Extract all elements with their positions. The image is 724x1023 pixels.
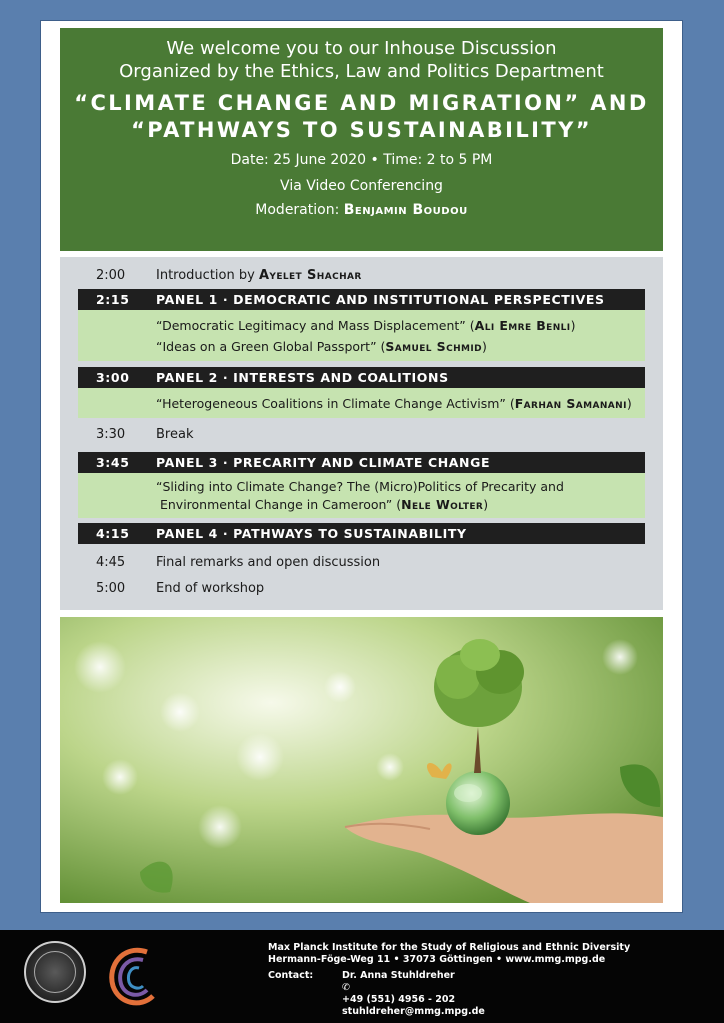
talk-speaker: Ali Emre Benli [474, 318, 571, 333]
schedule-row-final [78, 550, 645, 576]
final-text: Final remarks and open discussion [156, 555, 381, 570]
contact-name: Dr. Anna Stuhldreher [342, 970, 455, 981]
panel-1-header [78, 289, 645, 310]
panel-3-talks [78, 473, 645, 518]
welcome-line-2: Organized by the Ethics, Law and Politics Department [119, 61, 604, 82]
moderator-name: Benjamin Boudou [343, 202, 468, 218]
time-label: 5:00 [96, 581, 126, 596]
date-line: Date: 25 June 2020 • Time: 2 to 5 PM [230, 152, 493, 168]
institute-name: Max Planck Institute for the Study of Religious and Ethnic Diversity [268, 942, 631, 953]
contact-block [268, 970, 630, 1018]
event-title [60, 90, 663, 144]
contact-phone: +49 (551) 4956 - 202 [342, 994, 456, 1005]
panel-3-header [78, 452, 645, 473]
schedule-row-break [78, 422, 645, 448]
contact-email: stuhldreher@mmg.mpg.de [342, 1006, 485, 1017]
program-schedule [60, 257, 663, 610]
talk-title: “Heterogeneous Coalitions in Climate Change Activism” ( [156, 396, 515, 411]
header-banner [60, 28, 663, 251]
title-line-2: “PATHWAYS TO SUSTAINABILITY” [131, 118, 592, 142]
tree-globe-hand-illustration [60, 617, 663, 903]
welcome-text [60, 37, 663, 83]
talk-line: “Sliding into Climate Change? The (Micro)Politics of Precarity and [156, 479, 564, 494]
talk-item: “Ideas on a Green Global Passport” (Samuel Schmid) [156, 339, 487, 354]
schedule-row-end [78, 576, 645, 602]
time-label: 4:45 [96, 555, 126, 570]
footer-bar [0, 930, 724, 1023]
end-text: End of workshop [156, 581, 265, 596]
intro-text [156, 263, 362, 289]
contact-label: Contact: [268, 970, 314, 981]
panel-1-talks [78, 310, 645, 361]
time-label: 4:15 [96, 526, 130, 541]
schedule-row-intro [78, 263, 645, 289]
contact-lines [342, 970, 485, 1018]
time-label: 3:45 [96, 455, 130, 470]
poster-sheet [40, 20, 683, 913]
panel-title: PANEL 3 · PRECARITY AND CLIMATE CHANGE [156, 455, 491, 470]
talk-speaker: Samuel Schmid [385, 339, 482, 354]
event-meta [60, 149, 663, 198]
panel-title: PANEL 4 · PATHWAYS TO SUSTAINABILITY [156, 526, 467, 541]
moderation-label: Moderation: [255, 202, 344, 218]
talk-title: “Democratic Legitimacy and Mass Displacement” ( [156, 318, 475, 333]
talk-line: Environmental Change in Cameroon” (Nele Wolter) [159, 497, 489, 512]
intro-label: Introduction by [156, 268, 259, 283]
panel-2-header [78, 367, 645, 388]
talk-item: “Democratic Legitimacy and Mass Displacement” (Ali Emre Benli) [156, 318, 576, 333]
panel-4-header [78, 523, 645, 544]
time-label: 2:15 [96, 292, 130, 307]
panel-2-talks [78, 388, 645, 418]
time-label: 3:00 [96, 370, 130, 385]
time-label: 3:30 [96, 427, 126, 442]
venue-line: Via Video Conferencing [280, 178, 443, 194]
talk-item: “Heterogeneous Coalitions in Climate Change Activism” (Farhan Samanani) [156, 396, 632, 411]
phone-icon: ✆ [342, 982, 350, 993]
intro-speaker: Ayelet Shachar [258, 268, 362, 283]
max-planck-seal-icon [24, 941, 86, 1003]
talk-title: “Ideas on a Green Global Passport” ( [156, 339, 386, 354]
contact-phone-line [342, 982, 485, 1006]
panel-title: PANEL 1 · DEMOCRATIC AND INSTITUTIONAL PERSPECTIVES [156, 292, 605, 307]
seal-inner-ring [34, 951, 76, 993]
talk-title: Environmental Change in Cameroon” ( [159, 497, 402, 512]
hero-photo [60, 617, 663, 903]
mmg-logo-icon [103, 938, 159, 1010]
moderation-line [60, 202, 663, 218]
panel-title: PANEL 2 · INTERESTS AND COALITIONS [156, 370, 449, 385]
title-line-1: “CLIMATE CHANGE AND MIGRATION” AND [74, 91, 649, 115]
talk-speaker: Farhan Samanani [514, 396, 627, 411]
welcome-line-1: We welcome you to our Inhouse Discussion [166, 38, 557, 59]
institute-info [268, 942, 630, 1018]
time-label: 2:00 [96, 268, 126, 283]
talk-speaker: Nele Wolter [401, 497, 484, 512]
institute-address: Hermann-Föge-Weg 11 • 37073 Göttingen • www.mmg.mpg.de [268, 954, 606, 965]
break-text: Break [156, 427, 194, 442]
